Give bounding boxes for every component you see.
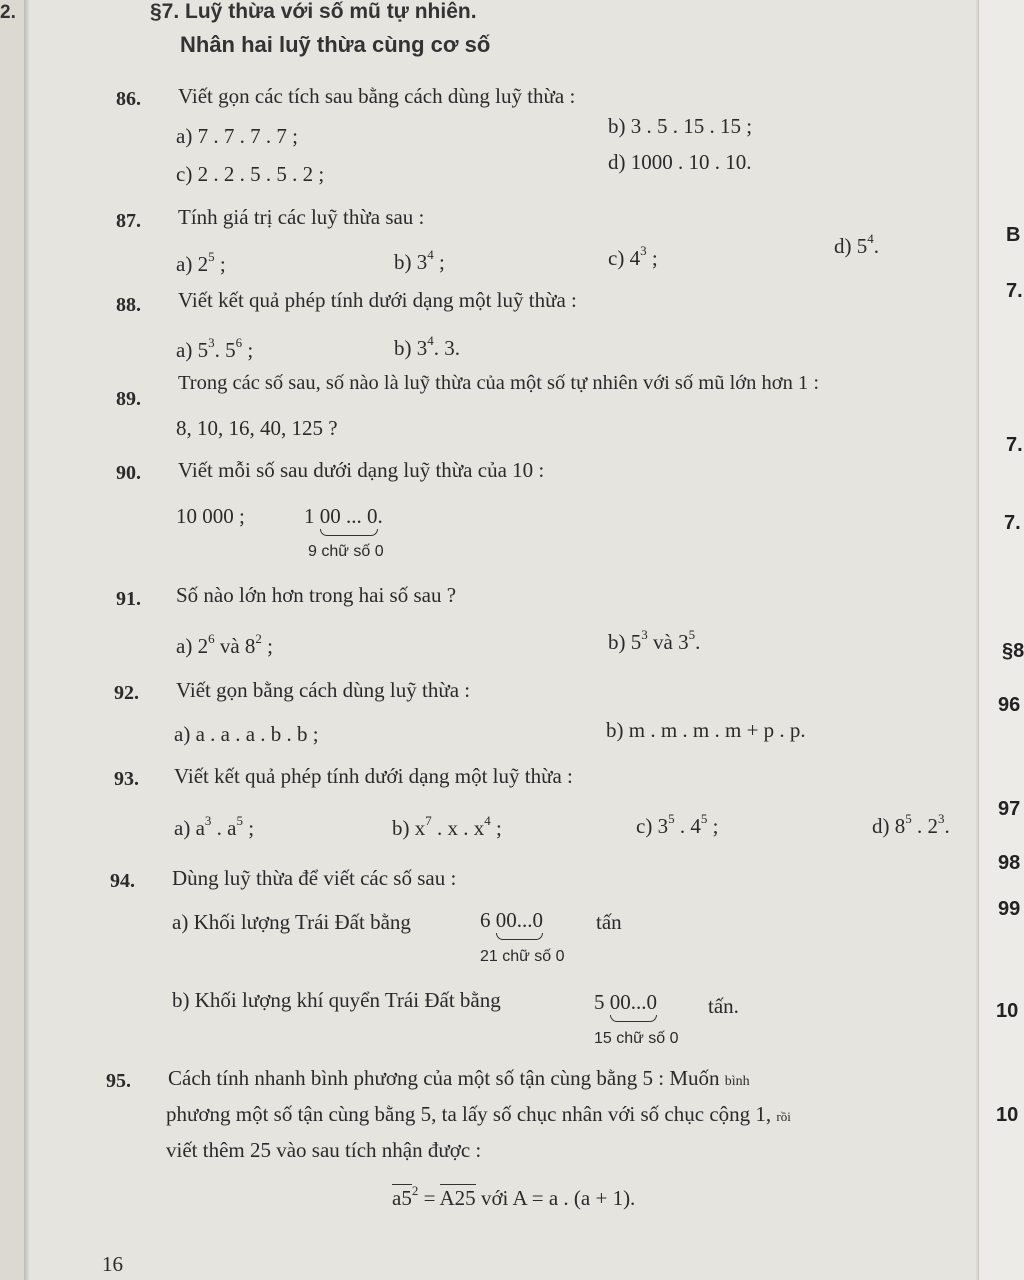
brace-note: 15 chữ số 0 bbox=[594, 1030, 679, 1047]
problem-number: 87. bbox=[116, 210, 141, 232]
margin-fragment: 7. bbox=[1006, 434, 1023, 456]
problem-number: 86. bbox=[116, 88, 141, 110]
value-1: 10 000 ; bbox=[176, 504, 245, 528]
problem-number: 91. bbox=[116, 588, 141, 610]
problem-number: 93. bbox=[114, 768, 139, 790]
item-d: d) $8^5$ . $2^3$. bbox=[872, 811, 950, 838]
item-a: a) $2^6$ và $8^2$ ; bbox=[176, 631, 273, 658]
margin-fragment: 97 bbox=[998, 798, 1021, 820]
problem-number: 94. bbox=[110, 870, 135, 892]
formula: $a5^2 = A25$ với A = a . (a + 1). bbox=[392, 1183, 636, 1210]
problem-text: Số nào lớn hơn trong hai số sau ? bbox=[176, 583, 457, 607]
problem-text: Viết kết quả phép tính dưới dạng một luỹ thừa : bbox=[178, 288, 577, 312]
section-subtitle: Nhân hai luỹ thừa cùng cơ số bbox=[180, 32, 491, 57]
item-c: c) $4^3$ ; bbox=[608, 243, 658, 270]
margin-fragment: 7. bbox=[1006, 280, 1023, 302]
item-a-value: 6 00...0 bbox=[480, 908, 543, 932]
item-a: a) $5^3$. $5^6$ ; bbox=[176, 335, 254, 362]
item-b: b) $x^7$ . x . $x^4$ ; bbox=[392, 813, 502, 840]
item-a: a) $a^3$ . $a^5$ ; bbox=[174, 813, 255, 840]
item-b: b) $3^4$ ; bbox=[394, 247, 445, 274]
item-a: a) a . a . a . b . b ; bbox=[174, 722, 319, 746]
problem-text: Tính giá trị các luỹ thừa sau : bbox=[178, 205, 425, 229]
problem-text: Viết mỗi số sau dưới dạng luỹ thừa của 10 : bbox=[178, 458, 545, 482]
problem-text: Dùng luỹ thừa để viết các số sau : bbox=[172, 866, 457, 890]
item-b: b) 3 . 5 . 15 . 15 ; bbox=[608, 114, 753, 138]
problem-number: 88. bbox=[116, 294, 141, 316]
item-d: d) $5^4$. bbox=[834, 231, 879, 258]
item-c: c) 2 . 2 . 5 . 5 . 2 ; bbox=[176, 162, 325, 186]
item-d: d) 1000 . 10 . 10. bbox=[608, 150, 752, 174]
item-b-unit: tấn. bbox=[708, 994, 739, 1018]
problem-line-2: phương một số tận cùng bằng 5, ta lấy số chục nhân với số chục cộng 1, rồi bbox=[166, 1102, 791, 1126]
margin-fragment: 98 bbox=[998, 852, 1021, 874]
item-a: a) $2^5$ ; bbox=[176, 249, 226, 276]
margin-fragment: 7. bbox=[1004, 512, 1021, 534]
item-a: a) Khối lượng Trái Đất bằng bbox=[172, 910, 411, 934]
problem-number: 95. bbox=[106, 1070, 131, 1092]
margin-fragment: 96 bbox=[998, 694, 1021, 716]
margin-fragment: 10 bbox=[996, 1104, 1019, 1126]
problem-line-3: viết thêm 25 vào sau tích nhận được : bbox=[166, 1138, 482, 1162]
problem-text: Viết gọn các tích sau bằng cách dùng luỹ thừa : bbox=[178, 84, 576, 108]
section-title: §7. Luỹ thừa với số mũ tự nhiên. bbox=[150, 0, 477, 23]
problem-text: Trong các số sau, số nào là luỹ thừa của một số tự nhiên với số mũ lớn hơn 1 : bbox=[178, 372, 820, 394]
item-b: b) Khối lượng khí quyển Trái Đất bằng bbox=[172, 988, 501, 1012]
margin-fragment: §8 bbox=[1002, 640, 1024, 662]
page-number: 16 bbox=[102, 1252, 123, 1276]
problem-line-1: Cách tính nhanh bình phương của một số tận cùng bằng 5 : Muốn bình bbox=[168, 1066, 750, 1090]
problem-number: 89. bbox=[116, 388, 141, 410]
margin-fragment: B bbox=[1006, 224, 1021, 246]
brace-note: 9 chữ số 0 bbox=[308, 543, 384, 560]
margin-fragment: 99 bbox=[998, 898, 1021, 920]
item-c: c) $3^5$ . $4^5$ ; bbox=[636, 811, 719, 838]
value-2: 1 00 ... 0. bbox=[304, 504, 383, 528]
problem-number: 92. bbox=[114, 682, 139, 704]
item-a: a) 7 . 7 . 7 . 7 ; bbox=[176, 124, 298, 148]
number-list: 8, 10, 16, 40, 125 ? bbox=[176, 416, 338, 440]
item-b: b) m . m . m . m + p . p. bbox=[606, 718, 806, 742]
brace-note: 21 chữ số 0 bbox=[480, 948, 565, 965]
item-b: b) $3^4$. 3. bbox=[394, 333, 460, 360]
margin-fragment: 10 bbox=[996, 1000, 1019, 1022]
corner-number: 2. bbox=[0, 2, 16, 23]
item-b: b) $5^3$ và $3^5$. bbox=[608, 627, 701, 654]
problem-number: 90. bbox=[116, 462, 141, 484]
problem-text: Viết kết quả phép tính dưới dạng một luỹ thừa : bbox=[174, 764, 573, 788]
problem-text: Viết gọn bằng cách dùng luỹ thừa : bbox=[176, 678, 471, 702]
item-a-unit: tấn bbox=[596, 910, 622, 934]
item-b-value: 5 00...0 bbox=[594, 990, 657, 1014]
